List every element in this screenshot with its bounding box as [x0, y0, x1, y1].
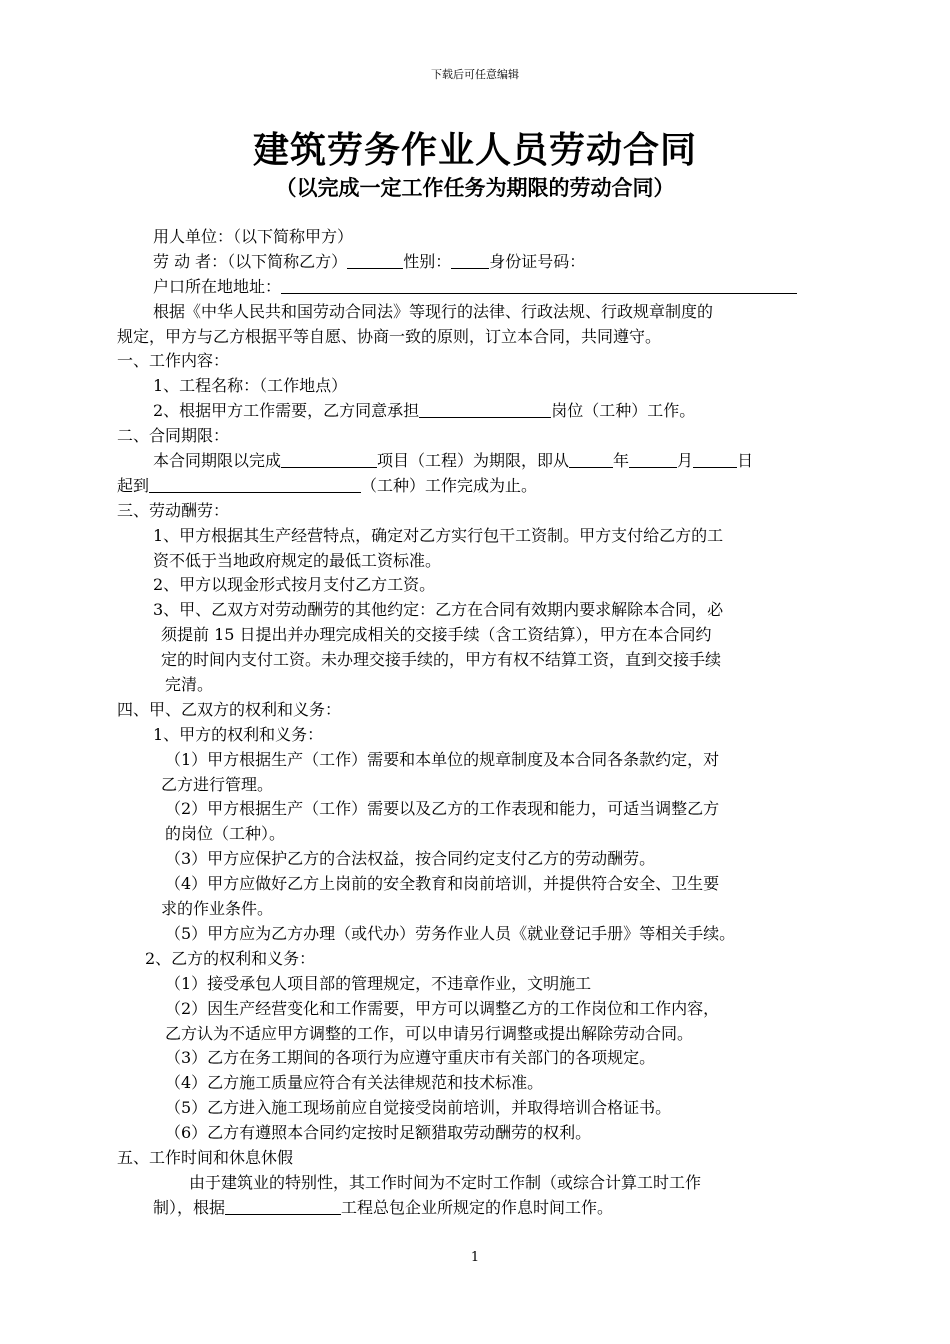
blank-day[interactable] [693, 450, 737, 468]
document-subtitle: （以完成一定工作任务为期限的劳动合同） [275, 175, 675, 200]
clause-4-2-2a: （2）因生产经营变化和工作需要，甲方可以调整乙方的工作岗位和工作内容， [165, 998, 720, 1018]
clause-4-2-1: （1）接受承包人项目部的管理规定，不违章作业，文明施工 [165, 973, 592, 993]
blank-month[interactable] [629, 450, 677, 468]
clause-3-1a: 1、甲方根据其生产经营特点，确定对乙方实行包干工资制。甲方支付给乙方的工 [153, 525, 724, 545]
blank-end-trade[interactable] [149, 475, 361, 493]
clause-3-3a: 3、甲、乙双方对劳动酬劳的其他约定：乙方在合同有效期内要求解除本合同，必 [153, 600, 724, 620]
clause-4-1-4a: （4）甲方应做好乙方上岗前的安全教育和岗前培训，并提供符合安全、卫生要 [165, 874, 720, 894]
employer-line: 用人单位：（以下简称甲方） [153, 227, 354, 246]
clause-4-2-6: （6）乙方有遵照本合同约定按时足额猎取劳动酬劳的权利。 [165, 1123, 592, 1143]
clause-3-2: 2、甲方以现金形式按月支付乙方工资。 [153, 575, 436, 595]
clause-1-2: 2、根据甲方工作需要，乙方同意承担 岗位（工种）工作。 [153, 401, 696, 421]
blank-contractor[interactable] [225, 1197, 341, 1215]
blank-year[interactable] [569, 450, 613, 468]
worker-line: 劳 动 者：（以下简称乙方） 性别： 身份证号码： [153, 251, 586, 271]
clause-4-1-4b: 求的作业条件。 [161, 899, 274, 919]
preamble-line-1: 根据《中华人民共和国劳动合同法》等现行的法律、行政法规、行政规章制度的 [153, 301, 714, 321]
clause-3-1b: 资不低于当地政府规定的最低工资标准。 [153, 550, 442, 570]
clause-4-1-2a: （2）甲方根据生产（工作）需要以及乙方的工作表现和能力，可适当调整乙方 [165, 799, 720, 819]
clause-5-1: 由于建筑业的特别性，其工作时间为不定时工作制（或综合计算工时工作 [189, 1172, 702, 1192]
blank-worker-name[interactable] [347, 251, 403, 269]
section-heading-5: 五、工作时间和休息休假 [117, 1147, 294, 1167]
subsection-4-1: 1、甲方的权利和义务： [153, 724, 324, 744]
clause-1-1: 1、工程名称：（工作地点） [153, 376, 348, 396]
page-number: 1 [470, 1250, 480, 1265]
section-heading-3: 三、劳动酬劳： [117, 500, 230, 520]
clause-4-1-1a: （1）甲方根据生产（工作）需要和本单位的规章制度及本合同各条款约定，对 [165, 749, 720, 769]
blank-position[interactable] [419, 400, 551, 418]
blank-gender[interactable] [451, 251, 489, 269]
section-heading-4: 四、甲、乙双方的权利和义务： [117, 699, 342, 719]
address-line: 户口所在地地址： [117, 275, 837, 300]
clause-5-2: 制），根据 工程总包企业所规定的作息时间工作。 [153, 1197, 614, 1217]
clause-4-1-3: （3）甲方应保护乙方的合法权益，按合同约定支付乙方的劳动酬劳。 [165, 849, 656, 869]
clause-4-2-5: （5）乙方进入施工现场前应自觉接受岗前培训，并取得培训合格证书。 [165, 1098, 672, 1118]
clause-4-1-1b: 乙方进行管理。 [161, 774, 274, 794]
clause-3-3d: 完清。 [165, 675, 214, 695]
contract-body [117, 225, 837, 1221]
section-heading-1: 一、工作内容： [117, 351, 230, 371]
blank-project[interactable] [281, 450, 377, 468]
clause-4-2-2b: 乙方认为不适应甲方调整的工作，可以申请另行调整或提出解除劳动合同。 [165, 1023, 694, 1043]
clause-4-2-3: （3）乙方在务工期间的各项行为应遵守重庆市有关部门的各项规定。 [165, 1048, 656, 1068]
document-title: 建筑劳务作业人员劳动合同 [252, 129, 697, 171]
clause-4-1-2b: 的岗位（工种）。 [165, 824, 286, 844]
section-heading-2: 二、合同期限： [117, 426, 230, 446]
clause-4-2-4: （4）乙方施工质量应符合有关法律规范和技术标准。 [165, 1073, 544, 1093]
blank-address[interactable] [281, 276, 797, 294]
clause-2-1: 本合同期限以完成 项目（工程）为期限，即从 年 月 日 [153, 451, 754, 471]
clause-3-3b: 须提前 15 日提出并办理完成相关的交接手续（含工资结算），甲方在本合同约 [161, 625, 712, 645]
clause-4-1-5: （5）甲方应为乙方办理（或代办）劳务作业人员《就业登记手册》等相关手续。 [165, 923, 736, 943]
preamble-line-2: 规定，甲方与乙方根据平等自愿、协商一致的原则，订立本合同，共同遵守。 [117, 326, 662, 346]
clause-2-2: 起到 （工种）工作完成为止。 [117, 475, 538, 495]
header-note: 下载后可任意编辑 [431, 68, 519, 81]
clause-3-3c: 定的时间内支付工资。未办理交接手续的，甲方有权不结算工资，直到交接手续 [161, 650, 722, 670]
subsection-4-2: 2、乙方的权利和义务： [145, 948, 316, 968]
